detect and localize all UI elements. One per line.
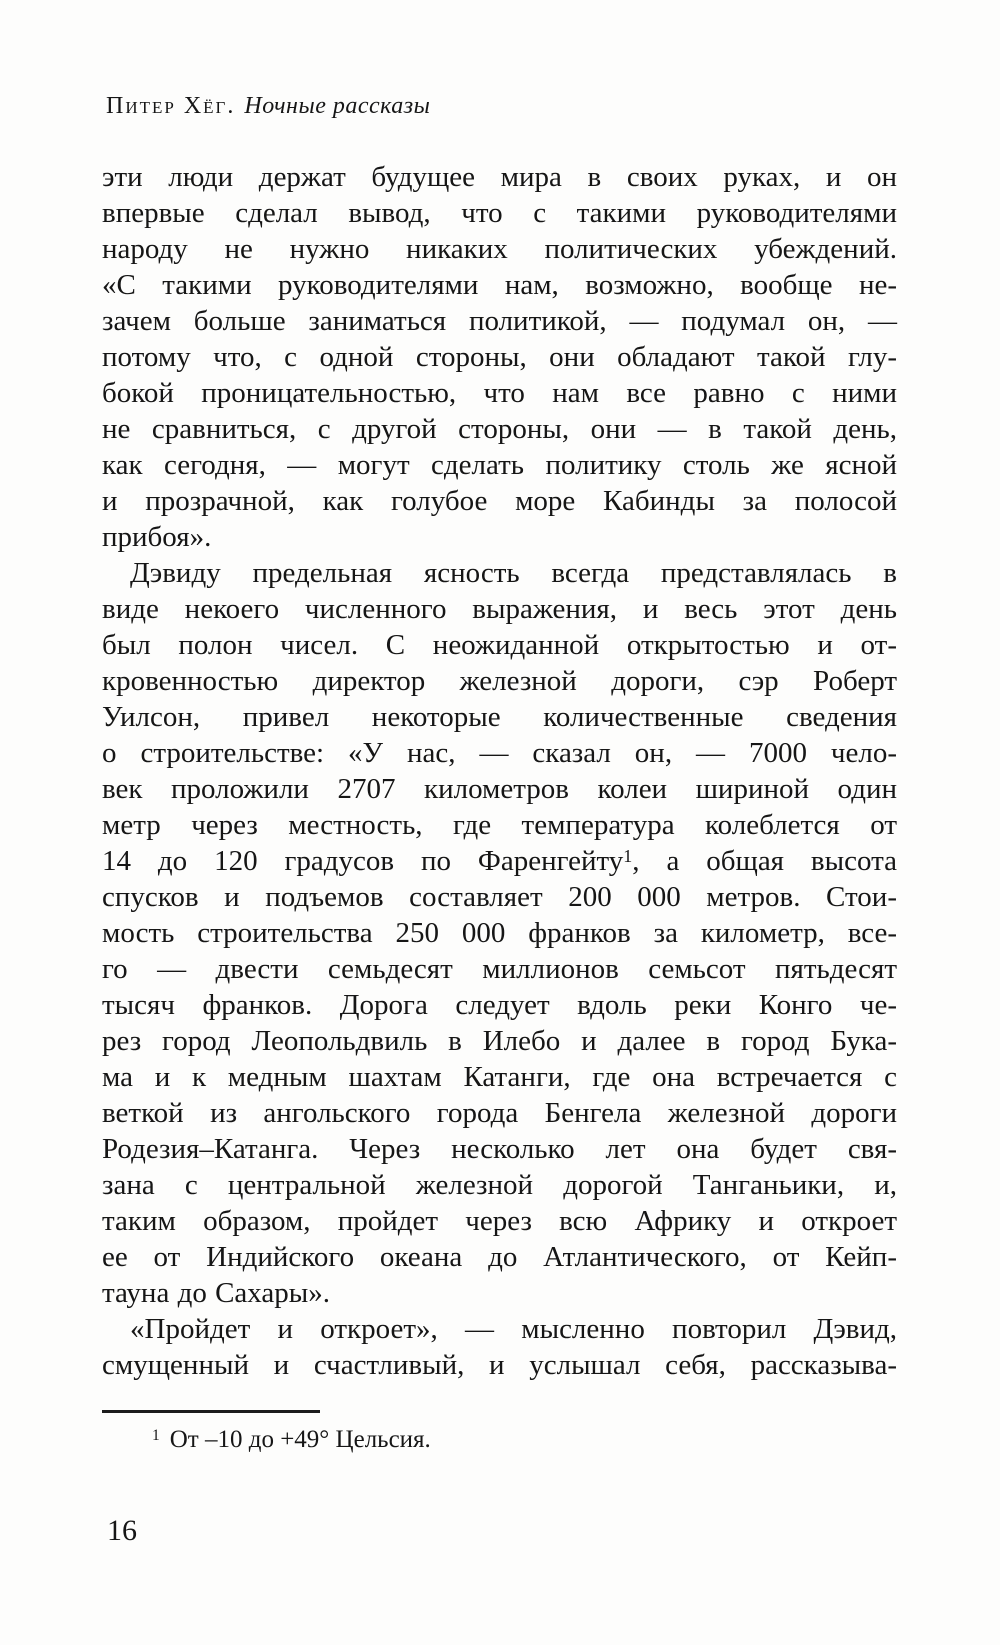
text-line: прибоя».: [102, 521, 212, 553]
text-line: о строительстве: «У нас, — сказал он, — 7000 чело-: [102, 737, 897, 769]
footnote-reference: 1: [623, 845, 633, 866]
book-title: Ночные рассказы: [244, 93, 431, 119]
footnote-text: От –10 до +49° Цельсия.: [169, 1426, 431, 1453]
text-line: спусков и подъемов составляет 200 000 метров. Стои-: [102, 881, 897, 913]
author-name: Питер Хёг.: [106, 93, 236, 119]
text-line: Дэвиду предельная ясность всегда представлялась в: [130, 557, 897, 589]
text-line: был полон чисел. С неожиданной открытостью и от-: [102, 629, 897, 661]
text-line: народу не нужно никаких политических убеждений.: [102, 233, 897, 265]
text-line: метр через местность, где температура колеблется от: [102, 809, 897, 841]
text-line: Уилсон, привел некоторые количественные сведения: [102, 701, 897, 733]
text-line: ее от Индийского океана до Атлантического, от Кейп-: [102, 1241, 897, 1273]
text-line: и прозрачной, как голубое море Кабинды за полосой: [102, 485, 897, 517]
text-line: [102, 843, 897, 879]
text-line: эти люди держат будущее мира в своих руках, и он: [102, 161, 897, 193]
footnote-marker: 1: [152, 1427, 160, 1445]
text-line: как сегодня, — могут сделать политику столь же ясной: [102, 449, 897, 481]
page-number: 16: [107, 1514, 137, 1547]
text-line: тауна до Сахары».: [102, 1277, 331, 1309]
body-text: [102, 159, 897, 1383]
text-line: Родезия–Катанга. Через несколько лет она будет свя-: [102, 1133, 897, 1165]
text-line: век проложили 2707 километров колеи шириной один: [102, 773, 897, 805]
running-head: [106, 92, 430, 120]
text-line: кровенностью директор железной дороги, сэр Роберт: [102, 665, 897, 697]
text-line: мость строительства 250 000 франков за километр, все-: [102, 917, 897, 949]
text-line: смущенный и счастливый, и услышал себя, рассказыва-: [102, 1349, 897, 1381]
text-line: не сравниться, с другой стороны, они — в такой день,: [102, 413, 897, 445]
text-line: зана с центральной железной дорогой Танганьики, и,: [102, 1169, 897, 1201]
text-line: ма и к медным шахтам Катанги, где она встречается с: [102, 1061, 897, 1093]
footnote-rule: [102, 1410, 320, 1413]
text-line: веткой из ангольского города Бенгела железной дороги: [102, 1097, 897, 1129]
text-line: тысяч франков. Дорога следует вдоль реки Конго че-: [102, 989, 897, 1021]
text-line: рез город Леопольдвиль в Илебо и далее в город Бука-: [102, 1025, 897, 1057]
text-line: потому что, с одной стороны, они обладают такой глу-: [102, 341, 897, 373]
text-segment: 14 до 120 градусов по Фаренгейту: [102, 845, 624, 877]
text-line: таким образом, пройдет через всю Африку и откроет: [102, 1205, 897, 1237]
text-line: впервые сделал вывод, что с такими руководителями: [102, 197, 897, 229]
text-line: виде некоего численного выражения, и весь этот день: [102, 593, 897, 625]
text-segment: , а общая высота: [632, 845, 898, 877]
text-line: зачем больше заниматься политикой, — подумал он, —: [102, 305, 897, 337]
text-line: бокой проницательностью, что нам все равно с ними: [102, 377, 897, 409]
footnote: [102, 1424, 897, 1456]
text-line: «С такими руководителями нам, возможно, вообще не-: [102, 269, 897, 301]
text-line: «Пройдет и откроет», — мысленно повторил Дэвид,: [130, 1313, 897, 1345]
text-line: го — двести семьдесят миллионов семьсот пятьдесят: [102, 953, 897, 985]
